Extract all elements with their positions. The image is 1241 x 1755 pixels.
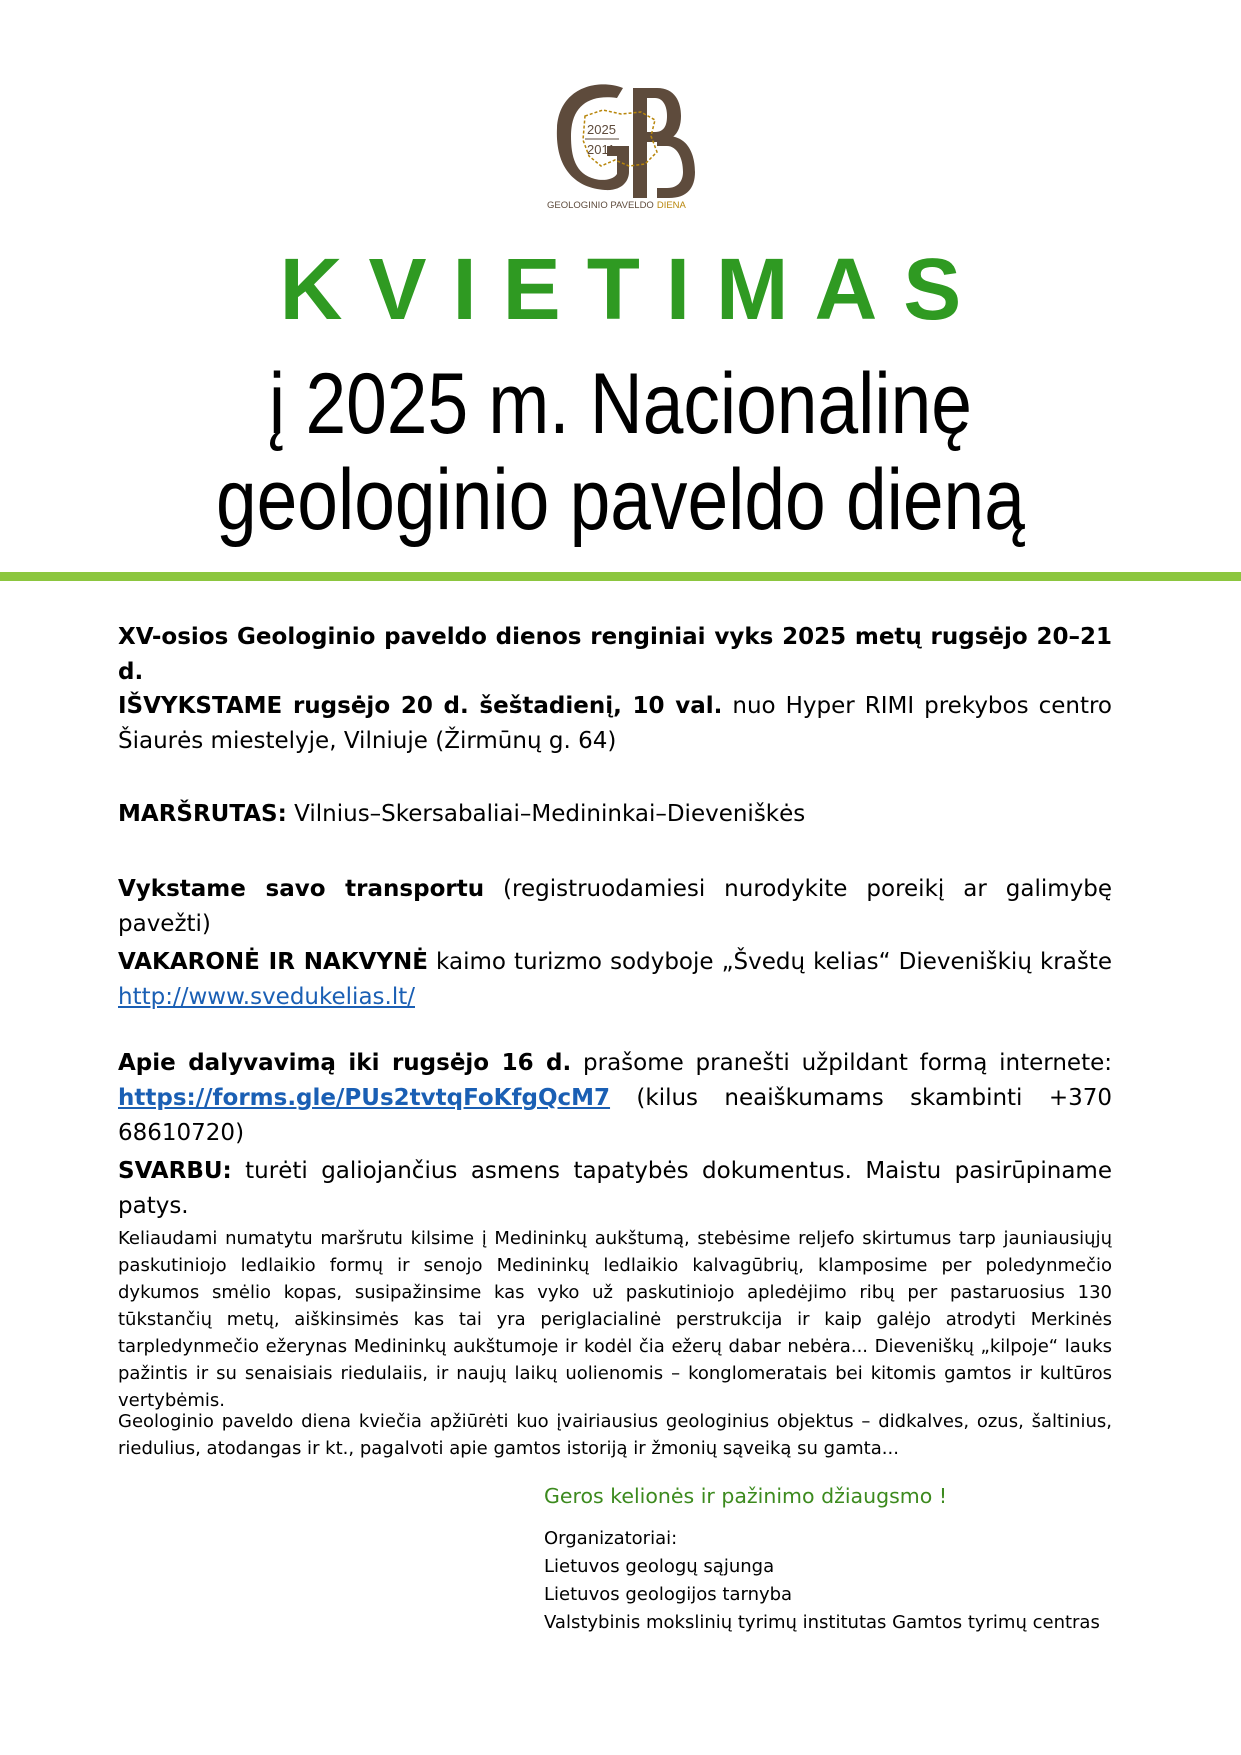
route-bold: MARŠRUTAS: [118, 801, 287, 827]
important-bold: SVARBU: [118, 1158, 232, 1184]
subtitle-line-2: geologinio paveldo dieną [215, 452, 1025, 548]
logo-year-2025: 2025 [587, 122, 616, 137]
greeting: Geros kelionės ir pažinimo džiaugsmo ! [544, 1484, 948, 1508]
participation-text: prašome pranešti užpildant formą internete: [571, 1050, 1112, 1076]
route-paragraph [118, 797, 1112, 832]
evening-paragraph [118, 945, 1112, 1015]
evening-bold: VAKARONĖ IR NAKVYNĖ [118, 949, 428, 975]
registration-form-link[interactable]: https://forms.gle/PUs2tvtqFoKfgQcM7 [118, 1085, 611, 1111]
invitation-title: KVIETIMAS [279, 241, 988, 338]
intro-text: XV-osios Geologinio paveldo dienos renginiai vyks 2025 metų rugsėjo 20–21 d. [118, 624, 1112, 685]
departure-bold: IŠVYKSTAME rugsėjo 20 d. šeštadienį, 10 val. [118, 693, 723, 719]
logo-g-shape [557, 84, 629, 190]
route-description: Keliaudami numatytu maršrutu kilsime į Medininkų aukštumą, stebėsime reljefo skirtumus tarp jauniausiųjų paskutiniojo ledlaikio formų ir senojo Medininkų ledlaikio kalvagūbrių, klamposime per poledynmečio dykumos smėlio kopas, susipažinsime kas vyko už paskutiniojo apledėjimo ribų per pastaruosius 130 tūkstančių metų, aiškinsimės kas tai yra periglacialinė perstrukcija ir kaip galėjo atrodyti Merkinės tarpledynmečio ežerynas Medininkų aukštumoje ir kodėl čia ežerų dabar nebėra... Dieveniškų „kilpoje“ lauks pažintis ir su senaisiais riedulaiis, ir naujų laikų uolienomis – konglomeratais bei kitomis gamtos ir kultūros vertybėmis. [118, 1228, 1112, 1411]
evening-text: kaimo turizmo sodyboje „Švedų kelias“ Dieveniškių krašte [427, 949, 1112, 975]
organizers-label: Organizatoriai: [544, 1528, 678, 1549]
intro-paragraph [118, 620, 1112, 690]
logo-caption [547, 200, 687, 210]
transport-text: (registruodamiesi nurodykite poreikį ar galimybę pavežti) [118, 876, 1112, 937]
important-text: turėti galiojančius asmens tapatybės dokumentus. Maistu pasirūpiname patys. [118, 1158, 1112, 1219]
organizer-item: Lietuvos geologų sąjunga [544, 1556, 775, 1577]
participation-paragraph [118, 1046, 1112, 1151]
subtitle-line-1: į 2025 m. Nacionalinę [268, 356, 972, 452]
participation-bold: Apie dalyvavimą iki rugsėjo 16 d. [118, 1050, 572, 1076]
organizer-item: Lietuvos geologijos tarnyba [544, 1584, 793, 1605]
logo-year-2011: 2011 [587, 142, 615, 157]
departure-text: nuo Hyper RIMI prekybos centro Šiaurės miestelyje, Vilniuje (Žirmūnų g. 64) [118, 693, 1112, 754]
departure-paragraph [118, 689, 1112, 759]
transport-bold: Vykstame savo transportu [118, 876, 485, 902]
gpd-logo [545, 76, 705, 210]
transport-paragraph [118, 872, 1112, 942]
event-description: Geologinio paveldo diena kviečia apžiūrėti kuo įvairiausius geologinius objektus – didkalves, ozus, šaltinius, riedulius, atodangas ir kt., pagalvoti apie gamtos istoriją ir žmonių sąveiką su gamta... [118, 1411, 1112, 1459]
logo-caption-main: GEOLOGINIO PAVELDO [547, 200, 654, 210]
participation-contact: (kilus neaiškumams skambinti +370 68610720) [118, 1085, 1112, 1146]
organizers-block [544, 1525, 1100, 1637]
route-text: Vilnius–Skersabaliai–Medininkai–Dieveniškės [286, 801, 806, 827]
green-divider [0, 572, 1241, 581]
logo-caption-highlight: DIENA [656, 200, 686, 210]
logo-d-shape [657, 136, 695, 198]
logo-p-stem [633, 88, 647, 198]
organizer-item: Valstybinis mokslinių tyrimų institutas Gamtos tyrimų centras [544, 1612, 1100, 1633]
sodyba-website-link[interactable]: http://www.svedukelias.lt/ [118, 984, 415, 1010]
important-paragraph [118, 1154, 1112, 1224]
